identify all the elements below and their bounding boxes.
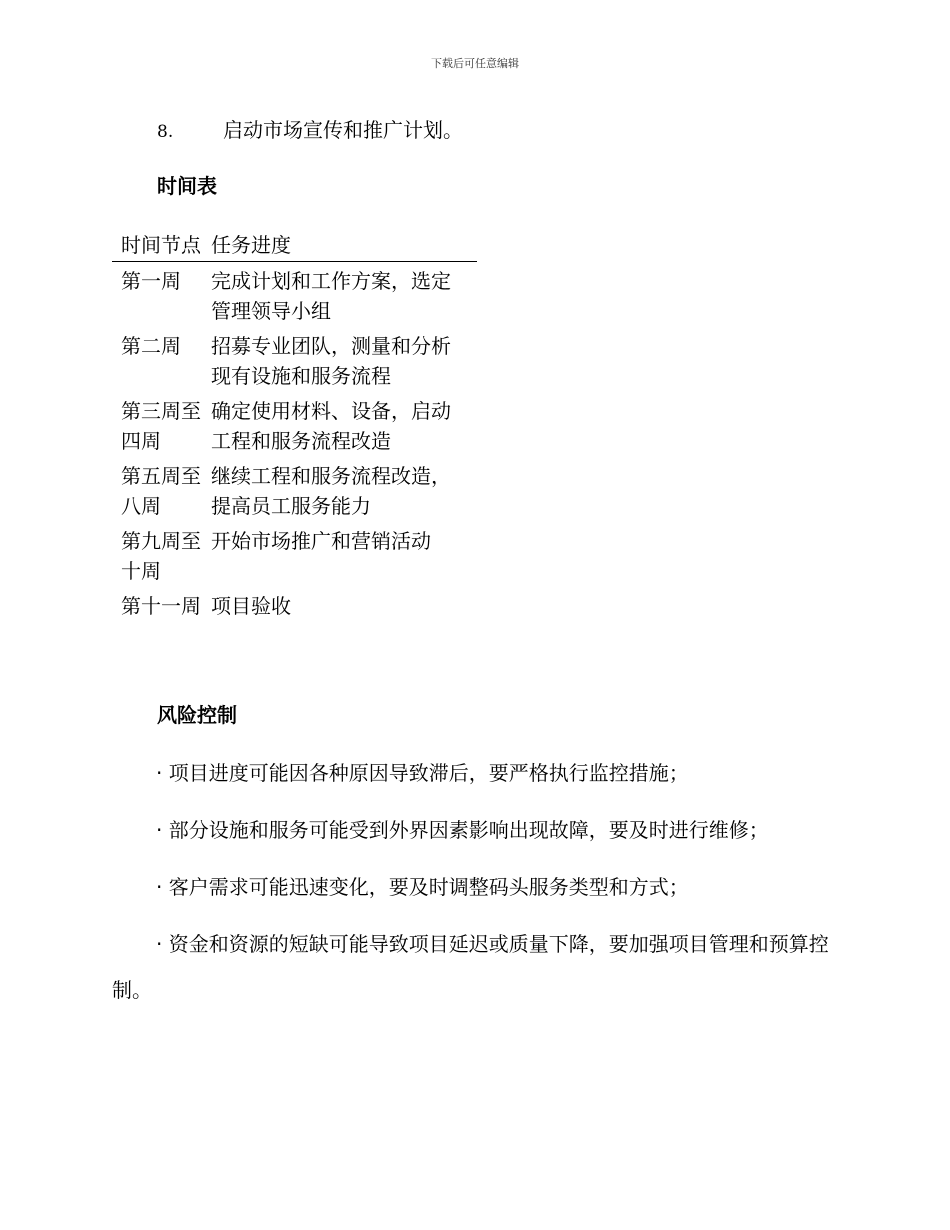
task-cell: 继续工程和服务流程改造，提高员工服务能力: [211, 464, 451, 518]
task-cell: 招募专业团队，测量和分析现有设施和服务流程: [211, 334, 451, 388]
list-item-number: 8.: [157, 122, 174, 142]
table-row: [112, 587, 477, 622]
table-row: [112, 457, 477, 522]
task-cell: 完成计划和工作方案，选定管理领导小组: [211, 269, 451, 323]
time-cell: 第二周: [121, 334, 181, 358]
column-header-time: 时间节点: [121, 233, 201, 257]
column-header-task: 任务进度: [211, 233, 291, 257]
time-cell: 第九周至十周: [121, 529, 201, 583]
risk-item: · 部分设施和服务可能受到外界因素影响出现故障，要及时进行维修；: [156, 818, 769, 842]
table-row: [112, 262, 477, 328]
schedule-heading: 时间表: [157, 174, 217, 198]
risk-item: · 资金和资源的短缺可能导致项目延迟或质量下降，要加强项目管理和预算控制。: [112, 932, 829, 1002]
numbered-list-item: [157, 116, 463, 146]
risk-item: · 项目进度可能因各种原因导致滞后，要严格执行监控措施；: [156, 761, 689, 785]
table-row: [112, 522, 477, 587]
task-cell: 项目验收: [211, 594, 291, 618]
risk-heading: 风险控制: [157, 703, 237, 727]
table-row: [112, 327, 477, 392]
task-cell: 确定使用材料、设备，启动工程和服务流程改造: [211, 399, 451, 453]
table-header-row: [112, 230, 477, 262]
task-cell: 开始市场推广和营销活动: [211, 529, 431, 553]
list-item-text: 启动市场宣传和推广计划。: [223, 118, 463, 142]
page-header-note: 下载后可任意编辑: [431, 57, 519, 70]
schedule-table: [112, 230, 477, 622]
risk-item: · 客户需求可能迅速变化，要及时调整码头服务类型和方式；: [156, 875, 689, 899]
time-cell: 第五周至八周: [121, 464, 201, 518]
time-cell: 第一周: [121, 269, 181, 293]
table-row: [112, 392, 477, 457]
time-cell: 第十一周: [121, 594, 201, 618]
time-cell: 第三周至四周: [121, 399, 201, 453]
